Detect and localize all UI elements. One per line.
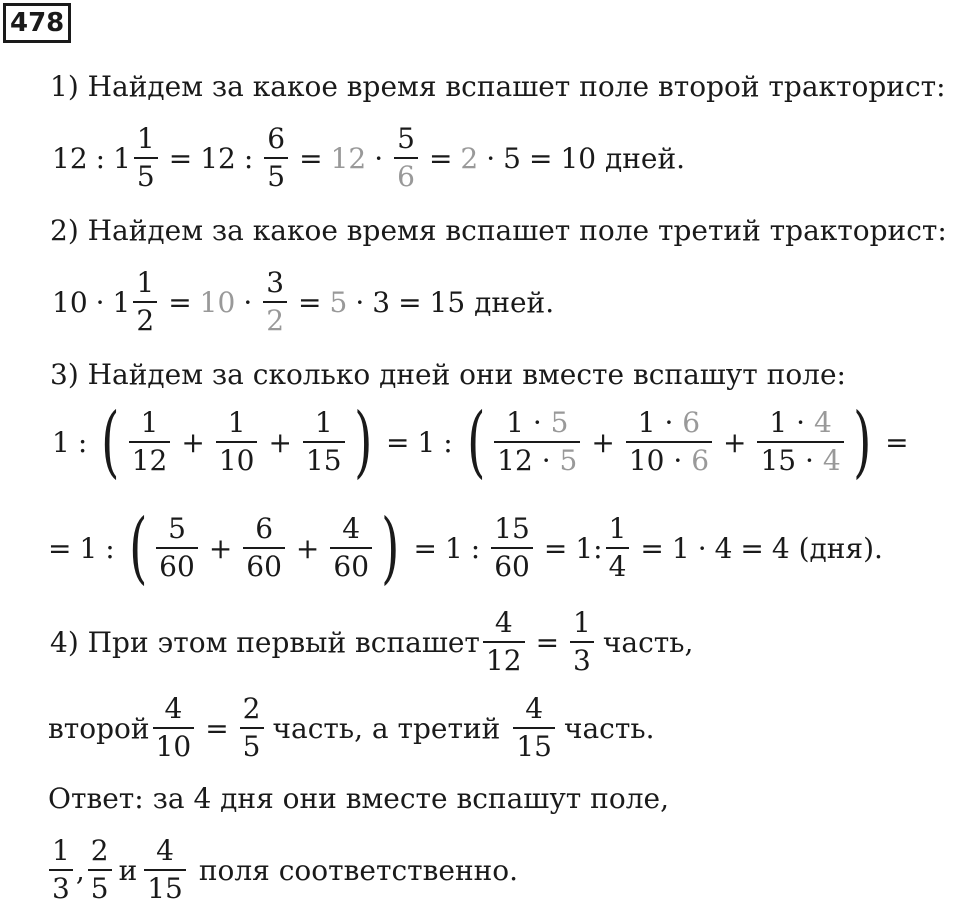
fraction: $\frac{2}{5}$ (240, 692, 264, 764)
fraction: $\frac{1}{4}$ (606, 512, 630, 584)
step2-text: 2) Найдем за какое время вспашет поле третий тракторист: (50, 214, 947, 247)
fraction: $\frac{5}{6}$ (394, 122, 418, 194)
fraction: $\frac{4}{15}$ (513, 692, 555, 764)
step4-line2: второй $\frac{4}{10}$ = $\frac{2}{5}$ часть, а третий $\frac{4}{15}$ часть. (48, 692, 655, 763)
step3-equation2: = 1 : ( $\frac{5}{60}$ + $\frac{6}{60}$ + $\frac{4}{60}$ ) = 1 : $\frac{15}{60}$ = 1: $\frac{1}{4}$ = 1 · 4 = 4 (дня). (48, 503, 883, 593)
fraction: $\frac{1 \cdot 4}{15 \cdot 4}$ (757, 406, 843, 478)
fraction: $\frac{1}{15}$ (303, 406, 345, 478)
fraction: $\frac{1}{12}$ (129, 406, 171, 478)
fraction: $\frac{4}{12}$ (483, 606, 525, 678)
fraction: $\frac{1}{3}$ (570, 606, 594, 678)
fraction: $\frac{6}{5}$ (264, 122, 288, 194)
step3-text: 3) Найдем за сколько дней они вместе вспашут поле: (50, 358, 846, 391)
fraction: $\frac{2}{5}$ (88, 834, 112, 906)
step2-equation: 10 · 1 $\frac{1}{2}$ = 10 · $\frac{3}{2}$ = 5 · 3 = 15 дней. (52, 266, 555, 337)
fraction: $\frac{4}{15}$ (144, 834, 186, 906)
fraction: $\frac{1}{5}$ (134, 122, 158, 194)
fraction: $\frac{4}{10}$ (153, 692, 195, 764)
answer-fractions: $\frac{1}{3}$ , $\frac{2}{5}$ и $\frac{4}{15}$ поля соответственно. (46, 834, 518, 906)
fraction: $\frac{15}{60}$ (491, 512, 533, 584)
fraction: $\frac{1 \cdot 6}{10 \cdot 6}$ (626, 406, 712, 478)
step1-text: 1) Найдем за какое время вспашет поле второй тракторист: (50, 70, 946, 103)
fraction: $\frac{1}{3}$ (49, 834, 73, 906)
answer-text: Ответ: за 4 дня они вместе вспашут поле, (48, 782, 669, 815)
step1-equation: 12 : 1 $\frac{1}{5}$ = 12 : $\frac{6}{5}$ = 12 · $\frac{5}{6}$ = 2 · 5 = 10 дней. (52, 122, 686, 193)
fraction: $\frac{1}{10}$ (216, 406, 258, 478)
fraction: $\frac{5}{60}$ (156, 512, 198, 584)
fraction: $\frac{3}{2}$ (263, 266, 287, 338)
fraction: $\frac{4}{60}$ (330, 512, 372, 584)
fraction: $\frac{1}{2}$ (133, 266, 157, 338)
problem-number: 478 (3, 3, 71, 43)
fraction: $\frac{6}{60}$ (243, 512, 285, 584)
fraction: $\frac{1 \cdot 5}{12 \cdot 5}$ (494, 406, 580, 478)
step4-line1: 4) При этом первый вспашет $\frac{4}{12}$ = $\frac{1}{3}$ часть, (50, 606, 694, 677)
step3-equation1: 1 : ( $\frac{1}{12}$ + $\frac{1}{10}$ + $\frac{1}{15}$ ) = 1 : ( $\frac{1 \cdot 5}{12 \cdot 5}$ + $\frac{1 \cdot 6}{10 \cdot 6}$ + $\frac{1 \cdot 4}{15 \cdot 4}$ ) = (52, 397, 909, 487)
